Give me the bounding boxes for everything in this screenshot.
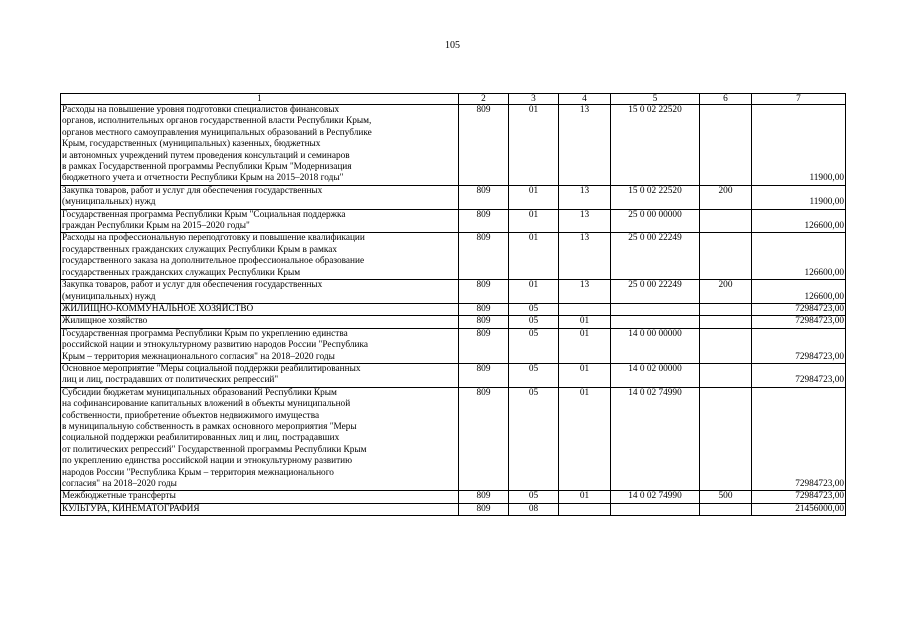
cell-amount	[752, 105, 846, 186]
cell-subsection-text: 01	[579, 387, 590, 398]
row-description-text: КУЛЬТУРА, КИНЕМАТОГРАФИЯ	[62, 503, 200, 514]
cell-target-article-text: 14 0 00 00000	[628, 328, 682, 339]
table-row	[61, 280, 846, 304]
cell-target-article-text: 25 0 00 00000	[628, 209, 682, 220]
cell-section-text: 05	[528, 363, 539, 374]
cell-subsection	[559, 316, 611, 328]
column-header: 2	[459, 94, 509, 105]
cell-target-article	[611, 209, 700, 233]
cell-ministry-code	[459, 185, 509, 209]
cell-ministry-code-text: 809	[476, 209, 491, 220]
cell-subsection-text: 01	[579, 363, 590, 374]
cell-target-article	[611, 363, 700, 387]
cell-target-article	[611, 303, 700, 315]
cell-ministry-code	[459, 491, 509, 503]
cell-amount-text: 72984723,00	[795, 491, 844, 502]
cell-expense-type	[700, 303, 752, 315]
cell-amount	[752, 491, 846, 503]
row-description-text: Закупка товаров, работ и услуг для обеспечения государственных (муниципальных) нужд	[62, 185, 323, 208]
row-description-text: Жилищное хозяйство	[62, 316, 148, 327]
cell-section	[509, 233, 559, 280]
table-row	[61, 328, 846, 363]
cell-ministry-code	[459, 233, 509, 280]
cell-target-article-text: 14 0 02 00000	[628, 363, 682, 374]
cell-ministry-code	[459, 105, 509, 186]
cell-ministry-code-text: 809	[476, 503, 491, 514]
page-number: 105	[445, 40, 460, 51]
cell-expense-type	[700, 105, 752, 186]
row-description	[61, 328, 459, 363]
cell-target-article-text: 14 0 02 74990	[628, 491, 682, 502]
cell-section	[509, 503, 559, 515]
cell-ministry-code-text: 809	[476, 316, 491, 327]
cell-amount-text: 126600,00	[804, 291, 844, 302]
cell-target-article-text: 25 0 00 22249	[628, 280, 682, 291]
cell-target-article	[611, 233, 700, 280]
cell-subsection-text: 01	[579, 328, 590, 339]
cell-subsection	[559, 233, 611, 280]
row-description	[61, 491, 459, 503]
cell-amount	[752, 387, 846, 491]
cell-expense-type	[700, 363, 752, 387]
table-row	[61, 303, 846, 315]
cell-section	[509, 316, 559, 328]
cell-target-article-text: 25 0 00 22249	[628, 233, 682, 244]
cell-section-text: 05	[528, 387, 539, 398]
column-header: 5	[611, 94, 700, 105]
cell-expense-type	[700, 280, 752, 304]
cell-section	[509, 105, 559, 186]
column-header: 3	[509, 94, 559, 105]
cell-ministry-code	[459, 316, 509, 328]
cell-subsection-text: 13	[579, 105, 590, 115]
cell-expense-type	[700, 387, 752, 491]
cell-subsection	[559, 209, 611, 233]
header-row	[61, 94, 846, 105]
row-description-text: Государственная программа Республики Крым "Социальная поддержка граждан Республики Крым на 2015–2020 годы"	[62, 209, 346, 232]
row-description-text: Расходы на профессиональную переподготовку и повышение квалификации государственных гражданских служащих Республики Крым в рамках государственного заказа на дополнительное профессиональное образование государственных гражданских служащих Республики Крым	[62, 233, 365, 278]
cell-amount	[752, 503, 846, 515]
cell-ministry-code-text: 809	[476, 185, 491, 196]
cell-expense-type	[700, 503, 752, 515]
budget-table	[60, 93, 846, 516]
cell-section-text: 05	[528, 303, 539, 314]
cell-subsection-text: 01	[579, 316, 590, 327]
cell-subsection	[559, 491, 611, 503]
cell-section-text: 01	[528, 185, 539, 196]
cell-ministry-code-text: 809	[476, 387, 491, 398]
cell-subsection	[559, 105, 611, 186]
cell-subsection-text: 01	[579, 491, 590, 502]
cell-amount	[752, 280, 846, 304]
cell-amount-text: 72984723,00	[795, 375, 844, 386]
cell-ministry-code	[459, 503, 509, 515]
cell-expense-type-text: 200	[718, 280, 733, 291]
row-description-text: Основное мероприятие "Меры социальной поддержки реабилитированных лиц и лиц, пострадавших от политических репрессий"	[62, 363, 361, 386]
cell-subsection	[559, 280, 611, 304]
cell-subsection-text: 13	[579, 185, 590, 196]
column-header: 1	[61, 94, 459, 105]
cell-target-article	[611, 316, 700, 328]
row-description-text: Государственная программа Республики Крым по укреплению единства российской нации и этнокультурному развитию народов России "Республика Крым – территория межнационального согласия" на 2018–2020 годы	[62, 328, 369, 362]
cell-target-article	[611, 503, 700, 515]
cell-amount	[752, 209, 846, 233]
cell-target-article	[611, 387, 700, 491]
cell-amount	[752, 363, 846, 387]
cell-amount	[752, 303, 846, 315]
cell-section	[509, 280, 559, 304]
row-description	[61, 387, 459, 491]
cell-subsection-text: 13	[579, 280, 590, 291]
row-description	[61, 303, 459, 315]
cell-target-article-text: 15 0 02 22520	[628, 185, 682, 196]
cell-subsection-text: 13	[579, 233, 590, 244]
row-description	[61, 105, 459, 186]
cell-ministry-code	[459, 280, 509, 304]
cell-subsection	[559, 387, 611, 491]
cell-amount	[752, 328, 846, 363]
cell-subsection	[559, 328, 611, 363]
cell-subsection	[559, 363, 611, 387]
cell-target-article	[611, 328, 700, 363]
table-row	[61, 185, 846, 209]
cell-section-text: 05	[528, 316, 539, 327]
cell-ministry-code	[459, 328, 509, 363]
row-description	[61, 209, 459, 233]
table-row	[61, 209, 846, 233]
cell-ministry-code	[459, 387, 509, 491]
row-description-text: ЖИЛИЩНО-КОММУНАЛЬНОЕ ХОЗЯЙСТВО	[62, 303, 254, 314]
cell-expense-type	[700, 209, 752, 233]
cell-target-article	[611, 491, 700, 503]
row-description	[61, 233, 459, 280]
row-description-text: Расходы на повышение уровня подготовки специалистов финансовых органов, исполнительных органов государственной власти Республики Крым, органов местного самоуправления муниципальных образований в Республике Крым, государственных (муниципальных) казенных, бюджетных и автономных учреждений путем проведения консультаций и семинаров в рамках Государственной программы Республики Крым "Модернизация бюджетного учета и отчетности Республики Крым на 2015–2018 годы"	[62, 105, 372, 184]
table-row	[61, 503, 846, 515]
table-row	[61, 491, 846, 503]
cell-section	[509, 363, 559, 387]
cell-target-article	[611, 185, 700, 209]
cell-amount-text: 72984723,00	[795, 351, 844, 362]
cell-expense-type	[700, 233, 752, 280]
cell-ministry-code-text: 809	[476, 491, 491, 502]
cell-amount	[752, 233, 846, 280]
cell-target-article	[611, 280, 700, 304]
cell-ministry-code	[459, 363, 509, 387]
cell-section	[509, 303, 559, 315]
cell-section-text: 01	[528, 233, 539, 244]
cell-subsection	[559, 185, 611, 209]
cell-expense-type	[700, 491, 752, 503]
cell-target-article	[611, 105, 700, 186]
row-description	[61, 316, 459, 328]
cell-ministry-code-text: 809	[476, 105, 491, 115]
cell-expense-type-text: 500	[718, 491, 733, 502]
cell-subsection-text: 13	[579, 209, 590, 220]
cell-ministry-code-text: 809	[476, 363, 491, 374]
cell-expense-type	[700, 316, 752, 328]
row-description	[61, 363, 459, 387]
column-header: 7	[752, 94, 846, 105]
cell-expense-type	[700, 185, 752, 209]
row-description-text: Закупка товаров, работ и услуг для обеспечения государственных (муниципальных) нужд	[62, 280, 323, 302]
column-header: 4	[559, 94, 611, 105]
table-row	[61, 316, 846, 328]
cell-amount	[752, 185, 846, 209]
cell-section-text: 01	[528, 280, 539, 291]
cell-ministry-code-text: 809	[476, 328, 491, 339]
cell-ministry-code	[459, 303, 509, 315]
table-row	[61, 233, 846, 280]
cell-amount-text: 21456000,00	[795, 503, 844, 514]
row-description	[61, 185, 459, 209]
row-description	[61, 280, 459, 304]
table-row	[61, 363, 846, 387]
cell-section	[509, 185, 559, 209]
cell-amount-text: 11900,00	[809, 173, 844, 184]
cell-section-text: 08	[528, 503, 539, 514]
cell-amount-text: 72984723,00	[795, 316, 844, 327]
cell-amount	[752, 316, 846, 328]
cell-expense-type	[700, 328, 752, 363]
cell-section	[509, 328, 559, 363]
cell-subsection	[559, 503, 611, 515]
table-row	[61, 387, 846, 491]
cell-section	[509, 491, 559, 503]
cell-section	[509, 387, 559, 491]
cell-target-article-text: 14 0 02 74990	[628, 387, 682, 398]
cell-ministry-code-text: 809	[476, 280, 491, 291]
row-description-text: Субсидии бюджетам муниципальных образований Республики Крым на софинансирование капитальных вложений в объекты муниципальной собственности, приобретение объектов недвижимого имущества в муниципальную собственность в рамках основного мероприятия "Меры социальной поддержки реабилитированных лиц и лиц, пострадавших от политических репрессий" Государственной программы Республики Крым по укреплению единства российской нации и этнокультурному развитию народов России "Республика Крым – территория межнационального согласия" на 2018–2020 годы	[62, 387, 367, 489]
cell-section-text: 01	[528, 105, 539, 115]
row-description-text: Межбюджетные трансферты	[62, 491, 176, 502]
cell-amount-text: 72984723,00	[795, 303, 844, 314]
cell-target-article-text: 15 0 02 22520	[628, 105, 682, 115]
cell-amount-text: 126600,00	[804, 221, 844, 232]
cell-section	[509, 209, 559, 233]
cell-section-text: 05	[528, 328, 539, 339]
cell-section-text: 01	[528, 209, 539, 220]
cell-ministry-code-text: 809	[476, 303, 491, 314]
cell-section-text: 05	[528, 491, 539, 502]
table-row	[61, 105, 846, 186]
cell-amount-text: 11900,00	[809, 197, 844, 208]
cell-amount-text: 126600,00	[804, 267, 844, 278]
cell-subsection	[559, 303, 611, 315]
row-description	[61, 503, 459, 515]
cell-ministry-code-text: 809	[476, 233, 491, 244]
cell-ministry-code	[459, 209, 509, 233]
cell-amount-text: 72984723,00	[795, 479, 844, 489]
cell-expense-type-text: 200	[718, 185, 733, 196]
column-header: 6	[700, 94, 752, 105]
